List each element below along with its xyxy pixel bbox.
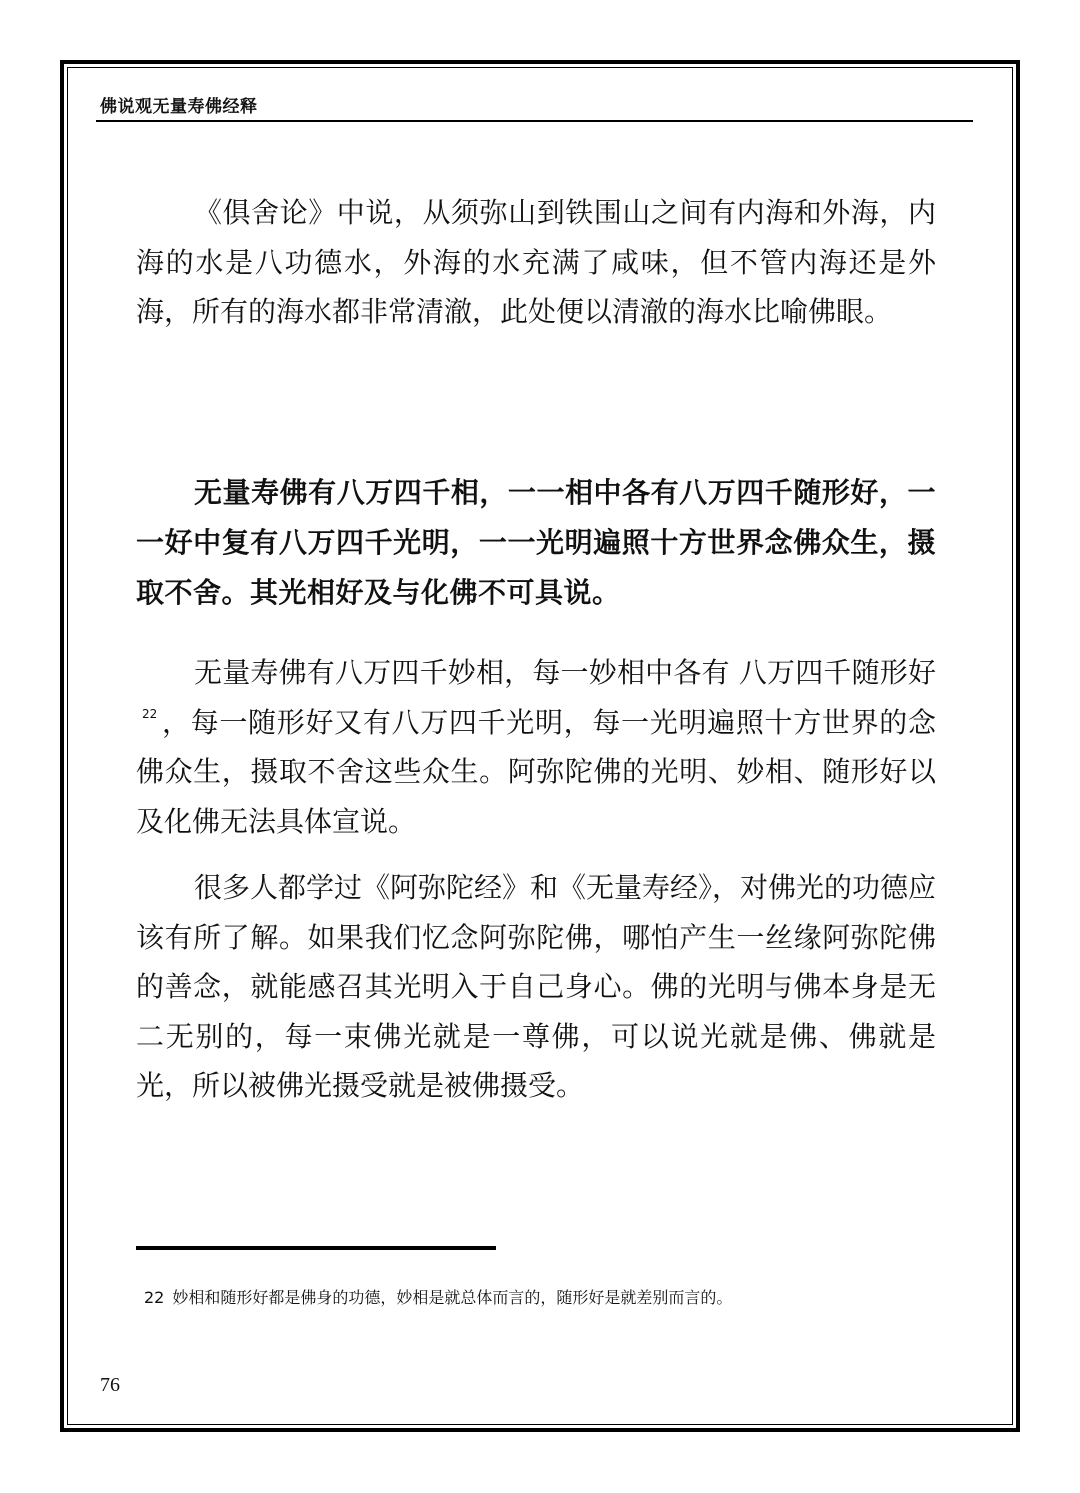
footnote-number: 22	[144, 1288, 165, 1307]
commentary-paragraph-2	[136, 648, 936, 846]
page-number: 76	[100, 1374, 120, 1396]
sutra-verse: 无量寿佛有八万四千相，一一相中各有八万四千随形好，一一好中复有八万四千光明，一一光明遍照十方世界念佛众生，摄取不舍。其光相好及与化佛不可具说。	[136, 476, 936, 609]
footnote-separator	[136, 1246, 496, 1250]
header-rule	[96, 120, 973, 122]
commentary-paragraph-3: 很多人都学过《阿弥陀经》和《无量寿经》，对佛光的功德应该有所了解。如果我们忆念阿弥陀佛，哪怕产生一丝缘阿弥陀佛的善念，就能感召其光明入于自己身心。佛的光明与佛本身是无二无别的，每一束佛光就是一尊佛，可以说光就是佛、佛就是光，所以被佛光摄受就是被佛摄受。	[136, 871, 937, 1102]
footnote-reference[interactable]: 22	[142, 706, 158, 721]
running-header-title: 佛说观无量寿佛经释	[100, 97, 258, 117]
footnote	[144, 1287, 732, 1309]
paragraph-2-text-a: 无量寿佛有八万四千妙相，每一妙相中各有 八万四千随形好	[194, 656, 936, 689]
footnote-text: 妙相和随形好都是佛身的功德，妙相是就总体而言的，随形好是就差别而言的。	[172, 1288, 733, 1307]
paragraph-2-text-b: ，每一随形好又有八万四千光明，每一光明遍照十方世界的念佛众生，摄取不舍这些众生。阿弥陀佛的光明、妙相、随形好以 及化佛无法具体宣说。	[136, 705, 936, 838]
commentary-paragraph-1: 《俱舍论》中说，从须弥山到铁围山之间有内海和外海，内海的水是八功德水，外海的水充满了咸味，但不管内海还是外海，所有的海水都非常清澈，此处便以清澈的海水比喻佛眼。	[136, 196, 936, 328]
